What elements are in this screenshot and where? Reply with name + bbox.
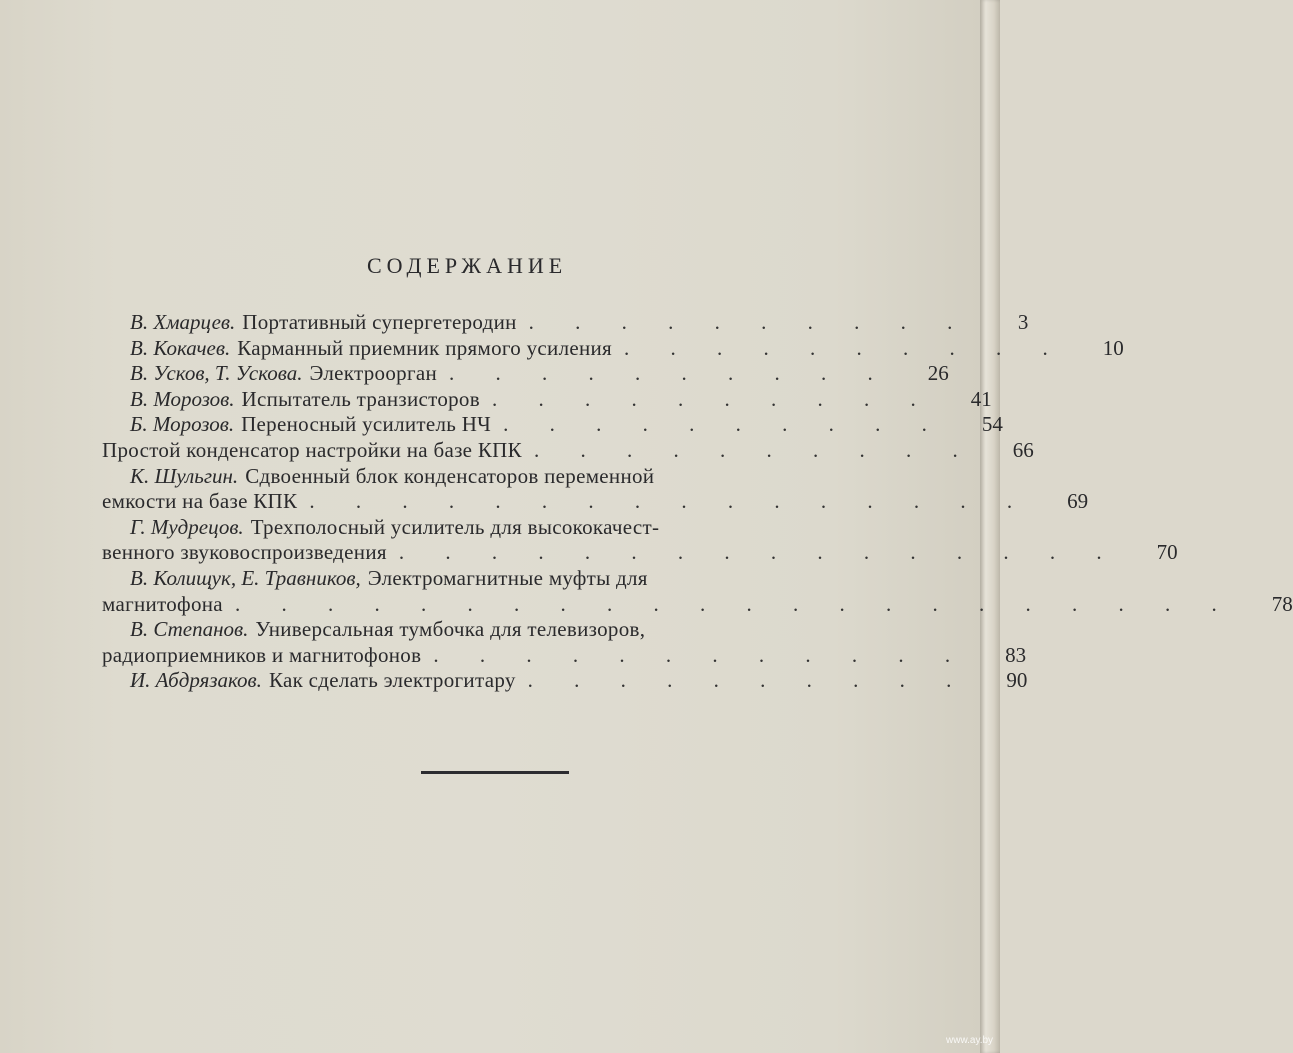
toc-entry-4 bbox=[130, 386, 992, 413]
leader-dots: . . . . . . . . . . . . bbox=[433, 642, 969, 667]
leader-dots: . . . . . . . . . . bbox=[624, 335, 1066, 360]
entry-title-continued: венного звуковоспроизведения bbox=[102, 540, 387, 565]
entry-page: 3 bbox=[1017, 310, 1029, 334]
toc-entry-6 bbox=[102, 437, 1034, 464]
entry-author: И. Абдрязаков. bbox=[130, 668, 262, 693]
leader-dots: . . . . . . . . . . bbox=[528, 310, 971, 334]
toc-entry-3 bbox=[130, 361, 949, 387]
entry-title: Универсальная тумбочка для телевизоров, bbox=[255, 617, 646, 642]
toc-entry-10-line-2 bbox=[102, 642, 1027, 669]
entry-author: В. Хмарцев. bbox=[130, 310, 236, 334]
leader-dots: . . . . . . . . . . . . . . . . . . . . . . bbox=[234, 591, 1235, 616]
entry-title: Электроорган bbox=[309, 361, 438, 386]
entry-page: 90 bbox=[1006, 668, 1028, 693]
entry-page: 83 bbox=[1005, 642, 1027, 667]
entry-page: 66 bbox=[1012, 437, 1034, 462]
leader-dots: . . . . . . . . . . . . . . . . bbox=[398, 540, 1120, 565]
entry-author: В. Степанов. bbox=[130, 617, 249, 642]
leader-dots: . . . . . . . . . . bbox=[503, 412, 945, 437]
page-edge bbox=[980, 0, 1000, 1053]
entry-title-continued: радиоприемников и магнитофонов bbox=[102, 642, 422, 667]
entry-title: Трехполосный усилитель для высококачест- bbox=[250, 514, 660, 539]
toc-entry-11 bbox=[130, 668, 1028, 694]
toc-entry-9-line-1 bbox=[130, 566, 920, 592]
leader-dots: . . . . . . . . . . bbox=[491, 386, 934, 411]
entry-title: Переносный усилитель НЧ bbox=[241, 412, 492, 437]
entry-page: 26 bbox=[927, 361, 949, 386]
toc-entry-10-line-1 bbox=[130, 617, 920, 643]
toc-entry-1 bbox=[130, 310, 1029, 336]
entry-title: Простой конденсатор настройки на базе КПК bbox=[102, 437, 522, 462]
entry-author: В. Колищук, Е. Травников, bbox=[130, 565, 361, 590]
entry-title: Как сделать электрогитару bbox=[268, 668, 516, 693]
entry-author: В. Усков, Т. Ускова. bbox=[130, 361, 303, 386]
entry-title: Сдвоенный блок конденсаторов переменной bbox=[245, 463, 655, 488]
entry-title: Карманный приемник прямого усиления bbox=[237, 335, 613, 360]
entry-author: Г. Мудрецов. bbox=[130, 514, 244, 539]
toc-entry-7-line-2 bbox=[102, 489, 1089, 515]
entry-title: Портативный супергетеродин bbox=[242, 310, 517, 334]
entry-author: Б. Морозов. bbox=[130, 412, 235, 437]
entry-page: 54 bbox=[981, 412, 1003, 437]
entry-author: К. Шульгин. bbox=[130, 463, 239, 488]
entry-page: 78 bbox=[1271, 591, 1293, 616]
entry-title-continued: емкости на базе КПК bbox=[102, 489, 298, 514]
leader-dots: . . . . . . . . . . . . . . . . bbox=[309, 489, 1031, 514]
toc-entry-2 bbox=[130, 335, 1124, 362]
entry-page: 70 bbox=[1156, 540, 1178, 565]
entry-author: В. Морозов. bbox=[130, 386, 235, 411]
toc-entry-9-line-2 bbox=[102, 591, 1293, 618]
entry-title: Электромагнитные муфты для bbox=[367, 565, 648, 590]
leader-dots: . . . . . . . . . . bbox=[533, 437, 976, 462]
entry-title: Испытатель транзисторов bbox=[241, 386, 480, 411]
toc-entry-5 bbox=[130, 412, 1003, 438]
entry-page: 41 bbox=[970, 386, 992, 411]
toc-heading: СОДЕРЖАНИЕ bbox=[367, 253, 568, 278]
entry-page: 10 bbox=[1102, 335, 1124, 360]
toc-entry-8-line-2 bbox=[102, 540, 1178, 566]
entry-author: В. Кокачев. bbox=[130, 335, 231, 360]
entry-title-continued: магнитофона bbox=[102, 591, 223, 616]
entry-page: 69 bbox=[1067, 489, 1089, 514]
toc-entry-8-line-1 bbox=[130, 515, 920, 541]
end-rule bbox=[421, 771, 569, 774]
leader-dots: . . . . . . . . . . bbox=[527, 668, 970, 693]
toc-entry-7-line-1 bbox=[130, 464, 920, 490]
leader-dots: . . . . . . . . . . bbox=[449, 361, 891, 386]
table-of-contents bbox=[102, 310, 1293, 694]
watermark: www.ay.by bbox=[946, 1035, 994, 1046]
